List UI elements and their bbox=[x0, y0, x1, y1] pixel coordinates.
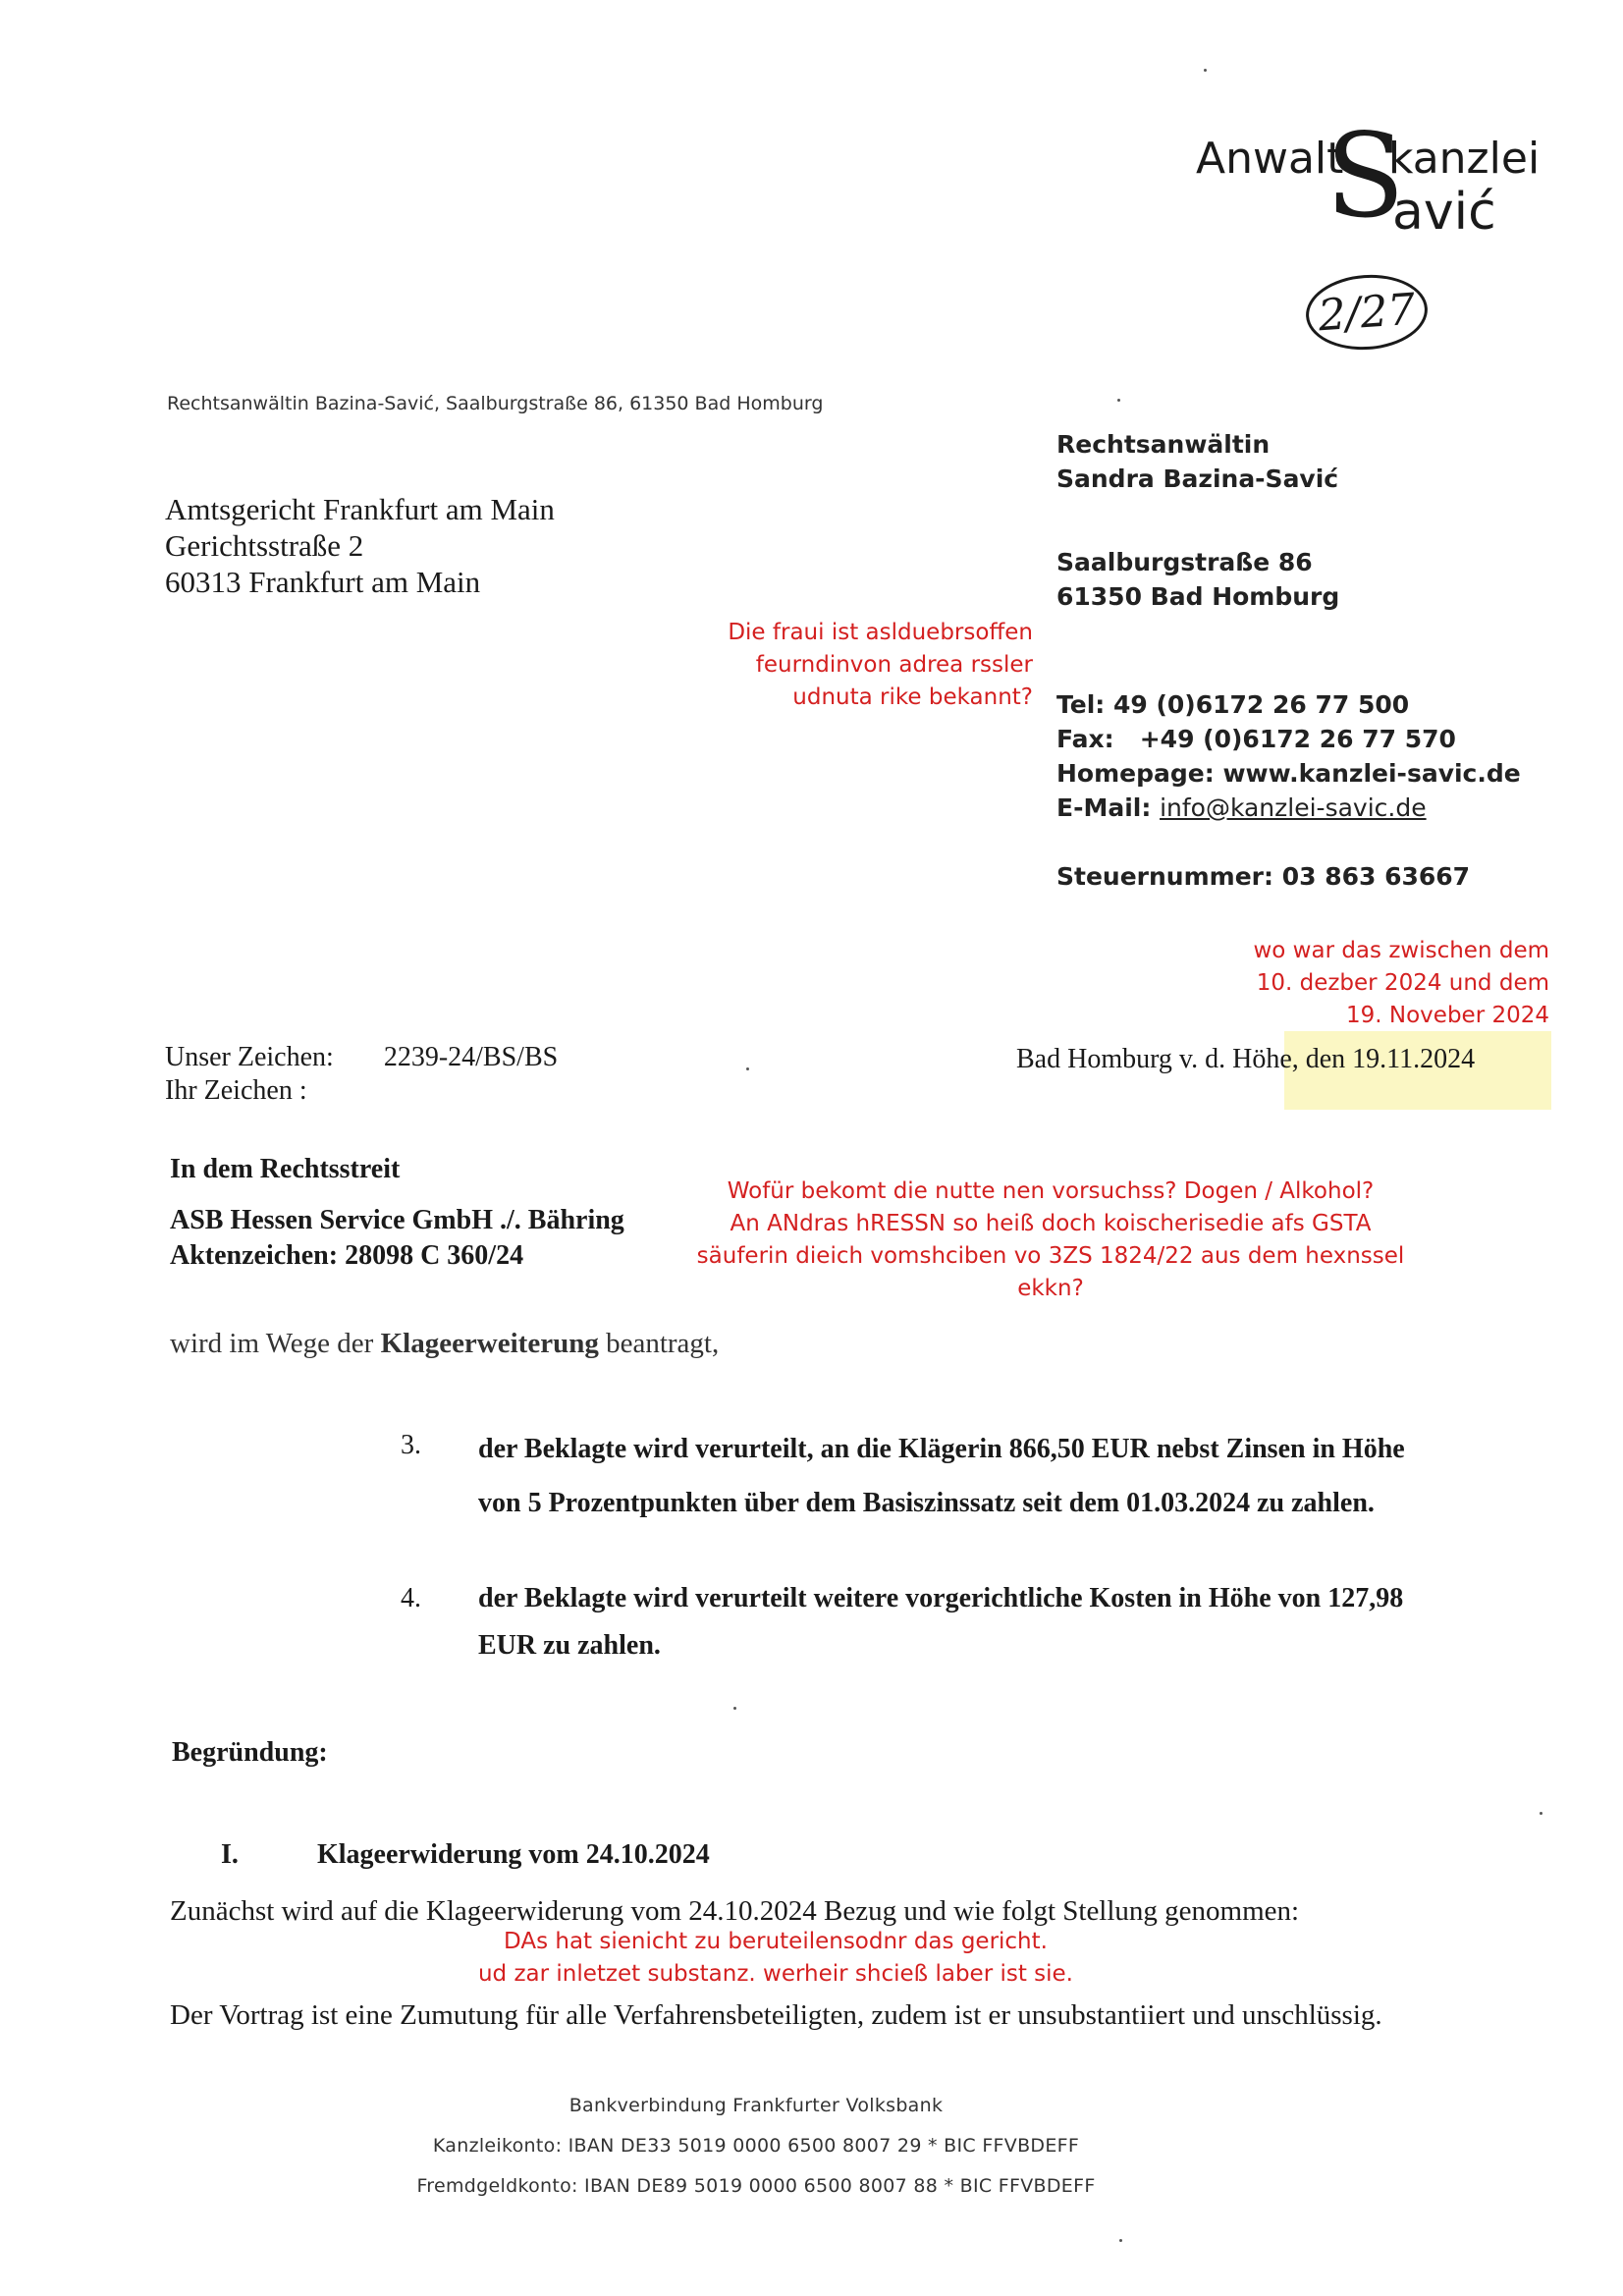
annotation-comment-1: Die fraui ist aslduebrsoffen feurndinvon adrea rssler udnuta rike bekannt? bbox=[728, 620, 1033, 710]
phone-number: 49 (0)6172 26 77 500 bbox=[1112, 690, 1410, 719]
homepage-link[interactable]: www.kanzlei-savic.de bbox=[1222, 759, 1521, 788]
homepage-row: Homepage: www.kanzlei-savic.de bbox=[1056, 759, 1521, 788]
scan-speck bbox=[1204, 69, 1207, 72]
section-title: Klageerwiderung vom 24.10.2024 bbox=[317, 1839, 710, 1870]
lawyer-name: Sandra Bazina-Savić bbox=[1056, 465, 1339, 493]
item-4-text: der Beklagte wird verurteilt weitere vorgerichtliche Kosten in Höhe von 127,98 EUR zu zahlen. bbox=[478, 1583, 1404, 1661]
scan-speck bbox=[1117, 399, 1120, 402]
scan-speck bbox=[746, 1067, 749, 1070]
request-keyword: Klageerweiterung bbox=[380, 1328, 599, 1359]
fax-number: +49 (0)6172 26 77 570 bbox=[1139, 725, 1456, 753]
logo-word-kanzlei: kanzlei bbox=[1388, 134, 1541, 184]
lawyer-title: Rechtsanwältin bbox=[1056, 430, 1271, 459]
date-line: Bad Homburg v. d. Höhe, den 19.11.2024 bbox=[1016, 1044, 1476, 1074]
recipient-address bbox=[165, 491, 555, 600]
annotation-comment-3: Wofür bekomt die nutte nen vorsuchss? Dogen / Alkohol? An ANdras hRESSN so heiß doch koischerisedie afs GSTA säuferin dieich vomshciben vo 3ZS 1824/22 aus dem hexnssel ekkn? bbox=[696, 1178, 1405, 1301]
logo-word-anwalt: Anwalt bbox=[1196, 134, 1344, 184]
fax-row: Fax: +49 (0)6172 26 77 570 bbox=[1056, 725, 1456, 753]
paragraph-reference: Zunächst wird auf die Klageerwiderung vom 24.10.2024 Bezug und wie folgt Stellung genommen: bbox=[170, 1895, 1300, 1927]
recipient-street: Gerichtsstraße 2 bbox=[165, 528, 364, 563]
sender-return-line: Rechtsanwältin Bazina-Savić, Saalburgstraße 86, 61350 Bad Homburg bbox=[167, 393, 824, 414]
footer-trust-account: Fremdgeldkonto: IBAN DE89 5019 0000 6500 8007 88 * BIC FFVBDEFF bbox=[416, 2175, 1096, 2197]
tax-number: 03 863 63667 bbox=[1281, 862, 1471, 891]
email-row: E-Mail: info@kanzlei-savic.de bbox=[1056, 793, 1427, 822]
tax-number-row: Steuernummer: 03 863 63667 bbox=[1056, 862, 1471, 891]
request-intro: wird im Wege der Klageerweiterung beantragt, bbox=[170, 1328, 720, 1359]
phone-row: Tel: 49 (0)6172 26 77 500 bbox=[1056, 690, 1410, 719]
our-reference-row bbox=[165, 1041, 558, 1074]
recipient-city: 60313 Frankfurt am Main bbox=[165, 565, 481, 599]
our-reference-value: 2239-24/BS/BS bbox=[383, 1042, 559, 1072]
scan-speck bbox=[1540, 1812, 1542, 1815]
office-city: 61350 Bad Homburg bbox=[1056, 582, 1340, 611]
footer-bank-name: Bankverbindung Frankfurter Volksbank bbox=[568, 2095, 944, 2116]
case-parties: ASB Hessen Service GmbH ./. Bähring bbox=[170, 1205, 624, 1235]
item-3-text: der Beklagte wird verurteilt, an die Klägerin 866,50 EUR nebst Zinsen in Höhe von 5 Prozentpunkten über dem Basiszinssatz seit dem 01.03.2024 zu zahlen. bbox=[478, 1434, 1405, 1518]
annotation-comment-2: wo war das zwischen dem 10. dezber 2024 und dem 19. Noveber 2024 bbox=[1253, 938, 1549, 1028]
letterhead-contact-block bbox=[1056, 427, 1567, 614]
case-intro: In dem Rechtsstreit bbox=[170, 1154, 401, 1184]
scan-speck bbox=[1119, 2239, 1122, 2242]
logo-word-avic: avić bbox=[1392, 183, 1496, 242]
our-reference-label: Unser Zeichen: bbox=[165, 1042, 334, 1072]
office-street: Saalburgstraße 86 bbox=[1056, 548, 1313, 576]
section-number: I. bbox=[221, 1839, 239, 1870]
email-link[interactable]: info@kanzlei-savic.de bbox=[1160, 793, 1427, 822]
paragraph-assessment: Der Vortrag ist eine Zumutung für alle Verfahrensbeteiligten, zudem ist er unsubstantiiert und unschlüssig. bbox=[170, 1999, 1382, 2031]
scan-speck bbox=[733, 1707, 736, 1710]
your-reference-label: Ihr Zeichen : bbox=[165, 1075, 307, 1106]
footer-office-account: Kanzleikonto: IBAN DE33 5019 0000 6500 8007 29 * BIC FFVBDEFF bbox=[432, 2135, 1080, 2157]
case-file-number: Aktenzeichen: 28098 C 360/24 bbox=[170, 1240, 524, 1271]
contact-details bbox=[1056, 687, 1587, 894]
reference-block bbox=[165, 1041, 558, 1108]
annotation-comment-4: DAs hat sienicht zu beruteilensodnr das gericht. ud zar inletzet substanz. werheir shcieß laber ist sie. bbox=[477, 1929, 1073, 1987]
reason-heading: Begründung: bbox=[172, 1737, 328, 1768]
law-firm-logo bbox=[1196, 108, 1541, 255]
logo-letter-s: S bbox=[1325, 108, 1405, 244]
handwritten-page-number bbox=[1304, 271, 1431, 354]
item-4-number: 4. bbox=[401, 1583, 421, 1613]
item-3-number: 3. bbox=[401, 1430, 421, 1460]
bank-details-footer bbox=[393, 2086, 1119, 2207]
recipient-court: Amtsgericht Frankfurt am Main bbox=[165, 492, 555, 526]
handwritten-page-number-text: 2/27 bbox=[1316, 284, 1418, 341]
